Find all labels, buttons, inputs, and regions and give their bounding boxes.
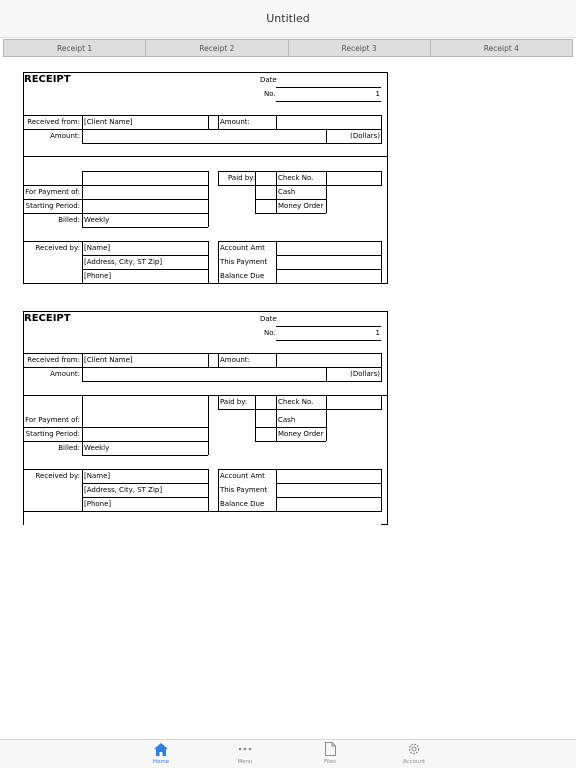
amount-words-label: Amount:	[50, 132, 80, 140]
grid-line	[208, 469, 209, 511]
nav-files-label: Files	[323, 759, 337, 765]
gear-icon	[407, 742, 421, 756]
account-amt-label: Account Amt	[220, 472, 265, 480]
dollars-label: (Dollars)	[350, 132, 380, 140]
receipt-number[interactable]: 1	[375, 90, 380, 98]
account-amt-label: Account Amt	[220, 244, 265, 252]
cash-label: Cash	[278, 188, 296, 196]
no-underline	[276, 340, 381, 341]
grid-line	[82, 353, 83, 381]
grid-line	[276, 269, 382, 270]
grid-line	[276, 469, 277, 511]
spreadsheet-area[interactable]	[0, 57, 576, 739]
grid-line	[218, 353, 219, 367]
tab-receipt-4[interactable]: Receipt 4	[430, 39, 573, 57]
starting-period-label: Starting Period:	[25, 202, 80, 210]
billed-label: Billed:	[58, 444, 80, 452]
grid-line	[276, 395, 277, 441]
grid-line	[218, 241, 219, 283]
for-payment-label: For Payment of:	[25, 416, 80, 424]
grid-line	[276, 483, 382, 484]
frame-line	[23, 311, 388, 312]
check-no-label: Check No.	[278, 398, 314, 406]
grid-line	[208, 115, 209, 129]
frame-line	[381, 524, 388, 525]
window-title: Untitled	[266, 12, 310, 25]
for-payment-label: For Payment of:	[25, 188, 80, 196]
received-from-label: Received from:	[27, 356, 80, 364]
nav-account-label: Account	[402, 759, 426, 765]
grid-line	[82, 115, 83, 143]
grid-line	[23, 156, 388, 157]
frame-line	[23, 72, 388, 73]
grid-line	[326, 395, 327, 441]
grid-line	[255, 213, 326, 214]
billed-value[interactable]: Weekly	[84, 444, 110, 452]
receipt-form-2	[23, 311, 388, 525]
this-payment-label: This Payment	[220, 258, 268, 266]
grid-line	[82, 143, 382, 144]
grid-line	[208, 241, 209, 283]
receipt-number[interactable]: 1	[375, 329, 380, 337]
grid-line	[82, 381, 382, 382]
no-label: No.	[264, 329, 276, 337]
grid-line	[82, 455, 208, 456]
phone-field[interactable]: [Phone]	[84, 272, 112, 280]
amount-label: Amount:	[220, 356, 250, 364]
nav-account[interactable]	[394, 742, 434, 765]
grid-line	[381, 241, 382, 283]
more-icon	[238, 742, 252, 756]
receipt-title: RECEIPT	[24, 74, 71, 85]
client-name-field[interactable]: [Client Name]	[84, 118, 133, 126]
grid-line	[381, 395, 382, 409]
grid-line	[326, 171, 327, 213]
title-bar	[0, 0, 576, 38]
grid-line	[381, 469, 382, 511]
grid-line	[255, 441, 326, 442]
grid-line	[381, 115, 382, 143]
starting-period-label: Starting Period:	[25, 430, 80, 438]
grid-line	[218, 115, 219, 129]
grid-line	[218, 469, 219, 511]
address-field[interactable]: [Address, City, ST Zip]	[84, 258, 163, 266]
grid-line	[381, 353, 382, 381]
money-order-label: Money Order	[278, 430, 324, 438]
nav-home[interactable]	[141, 742, 181, 765]
grid-line	[276, 353, 277, 367]
grid-line	[218, 395, 219, 409]
billed-label: Billed:	[58, 216, 80, 224]
grid-line	[208, 171, 209, 227]
frame-line	[387, 311, 388, 525]
nav-home-label: Home	[152, 759, 170, 765]
tab-receipt-3[interactable]: Receipt 3	[288, 39, 431, 57]
grid-line	[276, 255, 382, 256]
billed-value[interactable]: Weekly	[84, 216, 110, 224]
grid-line	[218, 171, 219, 185]
grid-line	[276, 171, 277, 213]
grid-line	[23, 283, 388, 284]
client-name-field[interactable]: [Client Name]	[84, 356, 133, 364]
cash-label: Cash	[278, 416, 296, 424]
paid-by-label: Paid by:	[228, 174, 256, 182]
date-label: Date	[260, 315, 277, 323]
amount-words-label: Amount:	[50, 370, 80, 378]
grid-line	[82, 171, 208, 172]
amount-label: Amount:	[220, 118, 250, 126]
grid-line	[82, 469, 83, 511]
grid-line	[208, 353, 209, 367]
no-underline	[276, 101, 381, 102]
grid-line	[23, 511, 382, 512]
nav-menu[interactable]	[225, 742, 265, 765]
grid-line	[218, 185, 382, 186]
grid-line	[255, 395, 256, 441]
balance-due-label: Balance Due	[220, 500, 265, 508]
nav-files[interactable]	[310, 742, 350, 765]
grid-line	[276, 115, 277, 129]
tab-receipt-1[interactable]: Receipt 1	[3, 39, 146, 57]
home-icon	[154, 742, 168, 756]
name-field[interactable]: [Name]	[84, 244, 111, 252]
name-field[interactable]: [Name]	[84, 472, 111, 480]
address-field[interactable]: [Address, City, ST Zip]	[84, 486, 163, 494]
grid-line	[82, 171, 83, 227]
grid-line	[276, 241, 277, 283]
date-label: Date	[260, 76, 277, 84]
phone-field[interactable]: [Phone]	[84, 500, 112, 508]
no-label: No.	[264, 90, 276, 98]
balance-due-label: Balance Due	[220, 272, 265, 280]
grid-line	[208, 395, 209, 455]
grid-line	[82, 395, 83, 455]
sheet-tab-bar	[3, 39, 573, 57]
paid-by-label: Paid by:	[220, 398, 248, 406]
grid-line	[218, 409, 382, 410]
receipt-title: RECEIPT	[24, 313, 71, 324]
received-by-label: Received by:	[35, 244, 80, 252]
this-payment-label: This Payment	[220, 486, 268, 494]
bottom-tab-bar	[0, 739, 576, 768]
received-from-label: Received from:	[27, 118, 80, 126]
grid-line	[276, 497, 382, 498]
grid-line	[82, 227, 208, 228]
file-icon	[323, 742, 337, 756]
grid-line	[381, 171, 382, 185]
receipt-form-1	[23, 72, 388, 284]
grid-line	[82, 241, 83, 283]
frame-line	[387, 72, 388, 284]
money-order-label: Money Order	[278, 202, 324, 210]
tab-receipt-2[interactable]: Receipt 2	[145, 39, 288, 57]
nav-menu-label: Menu	[237, 759, 253, 765]
dollars-label: (Dollars)	[350, 370, 380, 378]
received-by-label: Received by:	[35, 472, 80, 480]
check-no-label: Check No.	[278, 174, 314, 182]
